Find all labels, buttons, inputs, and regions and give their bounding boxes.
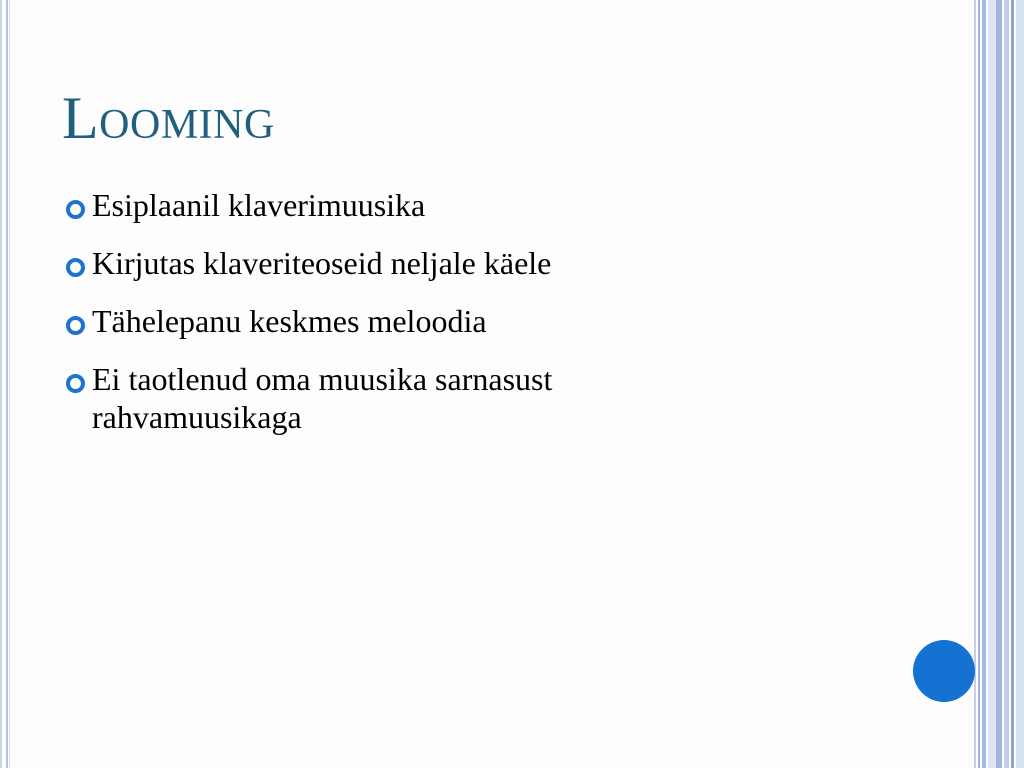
- bullet-item: [64, 302, 754, 340]
- bullet-text: Kirjutas klaveriteoseid neljale käele: [92, 245, 552, 281]
- right-border-stripes: [974, 0, 1024, 768]
- left-border-line: [6, 0, 8, 768]
- bullet-item: [64, 360, 754, 436]
- slide-title: Looming: [62, 85, 275, 151]
- circle-decoration: [913, 640, 975, 702]
- ring-bullet-icon: [66, 374, 85, 393]
- bullet-text: Ei taotlenud oma muusika sarnasust rahvamuusikaga: [92, 361, 553, 435]
- bullet-text: Esiplaanil klaverimuusika: [92, 187, 426, 223]
- bullet-item: [64, 186, 754, 224]
- ring-bullet-icon: [66, 258, 85, 277]
- bullet-list: [64, 186, 754, 456]
- ring-bullet-icon: [66, 200, 85, 219]
- bullet-text: Tähelepanu keskmes meloodia: [92, 303, 487, 339]
- left-border-line: [9, 0, 10, 768]
- bullet-item: [64, 244, 754, 282]
- left-border-line: [0, 0, 2, 768]
- ring-bullet-icon: [66, 316, 85, 335]
